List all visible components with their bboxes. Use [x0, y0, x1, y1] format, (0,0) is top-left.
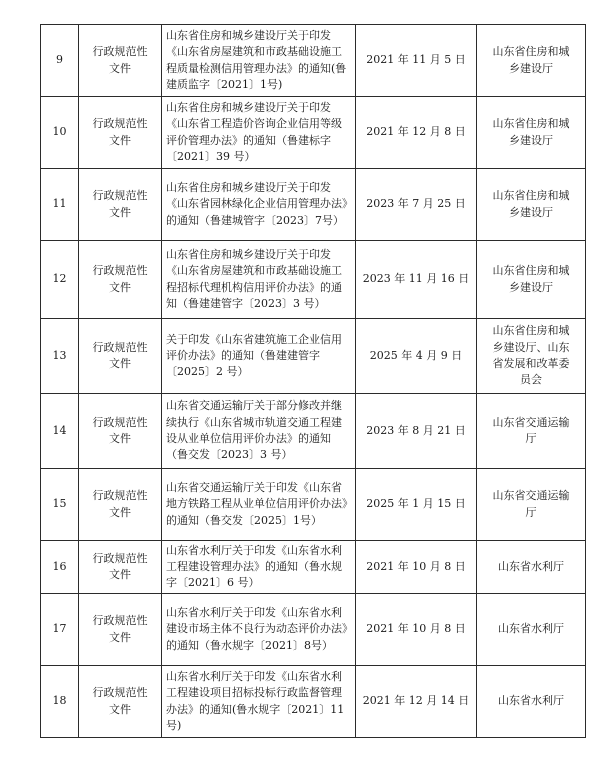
- department-line: 省发展和改革委: [492, 357, 570, 370]
- table-row: [41, 97, 586, 169]
- department-line: 山东省住房和城: [492, 117, 570, 131]
- table-row: [41, 241, 586, 319]
- document-type-line: 行政规范性: [92, 551, 148, 565]
- document-title: 山东省住房和城乡建设厅关于印发《山东省园林绿化企业信用管理办法》的通知（鲁建城管字〔2023〕7号）: [162, 169, 356, 241]
- document-type: [79, 319, 162, 394]
- document-type-line: 文件: [109, 568, 131, 581]
- issue-date: 2021 年 12 月 14 日: [356, 666, 477, 738]
- issuing-department: [477, 666, 586, 738]
- row-number: 15: [41, 469, 79, 541]
- issue-date: 2025 年 1 月 15 日: [356, 469, 477, 541]
- issue-date: 2025 年 4 月 9 日: [356, 319, 477, 394]
- table-body: [41, 25, 586, 738]
- document-type: [79, 241, 162, 319]
- document-type: [79, 594, 162, 666]
- department-line: 厅: [525, 432, 537, 445]
- issuing-department: [477, 541, 586, 594]
- issuing-department: [477, 169, 586, 241]
- issue-date: 2021 年 12 月 8 日: [356, 97, 477, 169]
- table-row: [41, 319, 586, 394]
- department-line: 山东省交通运输: [492, 489, 570, 503]
- document-title: 山东省交通运输厅关于部分修改并继续执行《山东省城市轨道交通工程建设从业单位信用评价办法》的通知（鲁交发〔2023〕3 号）: [162, 394, 356, 469]
- issuing-department: [477, 97, 586, 169]
- issuing-department: [477, 25, 586, 97]
- issue-date: 2023 年 7 月 25 日: [356, 169, 477, 241]
- table-row: [41, 469, 586, 541]
- document-type-line: 文件: [109, 205, 131, 219]
- issue-date: 2021 年 10 月 8 日: [356, 541, 477, 594]
- department-line: 员会: [520, 373, 542, 387]
- issuing-department: [477, 319, 586, 394]
- document-title: 关于印发《山东省建筑施工企业信用评价办法》的通知（鲁建建管字〔2025〕2 号）: [162, 319, 356, 394]
- document-title: 山东省水利厅关于印发《山东省水利工程建设项目招标投标行政监督管理办法》的通知(鲁水规字〔2021〕11 号): [162, 666, 356, 738]
- document-type: [79, 469, 162, 541]
- document-title: 山东省水利厅关于印发《山东省水利工程建设管理办法》的通知（鲁水规字〔2021〕6 号）: [162, 541, 356, 594]
- document-type-line: 文件: [109, 357, 131, 370]
- department-line: 厅: [525, 505, 537, 519]
- department-line: 乡建设厅: [509, 133, 553, 147]
- row-number: 11: [41, 169, 79, 241]
- row-number: 18: [41, 666, 79, 738]
- issue-date: 2023 年 11 月 16 日: [356, 241, 477, 319]
- document-type: [79, 666, 162, 738]
- document-type-line: 文件: [109, 702, 131, 716]
- department-line: 山东省交通运输: [492, 415, 570, 429]
- document-type: [79, 394, 162, 469]
- document-title: 山东省住房和城乡建设厅关于印发《山东省房屋建筑和市政基础设施工程招标代理机构信用评价办法》的通知（鲁建建管字〔2023〕3 号）: [162, 241, 356, 319]
- issue-date: 2023 年 8 月 21 日: [356, 394, 477, 469]
- table-row: [41, 594, 586, 666]
- issuing-department: [477, 241, 586, 319]
- document-type: [79, 97, 162, 169]
- department-line: 山东省水利厅: [498, 622, 564, 636]
- table-row: [41, 666, 586, 738]
- document-type-line: 文件: [109, 630, 131, 644]
- table-row: [41, 541, 586, 594]
- department-line: 山东省住房和城: [492, 324, 570, 338]
- table-row: [41, 169, 586, 241]
- document-title: 山东省住房和城乡建设厅关于印发《山东省工程造价咨询企业信用等级评价管理办法》的通知（鲁建标字〔2021〕39 号）: [162, 97, 356, 169]
- document-type-line: 行政规范性: [92, 686, 148, 700]
- document-type-line: 行政规范性: [92, 189, 148, 203]
- department-line: 山东省住房和城: [492, 264, 570, 278]
- department-line: 山东省住房和城: [492, 45, 570, 59]
- document-type: [79, 169, 162, 241]
- table-row: [41, 25, 586, 97]
- row-number: 16: [41, 541, 79, 594]
- document-type: [79, 541, 162, 594]
- document-type-line: 行政规范性: [92, 415, 148, 429]
- row-number: 10: [41, 97, 79, 169]
- document-type-line: 行政规范性: [92, 117, 148, 131]
- document-type-line: 行政规范性: [92, 614, 148, 628]
- issuing-department: [477, 594, 586, 666]
- document-title: 山东省住房和城乡建设厅关于印发《山东省房屋建筑和市政基础设施工程质量检测信用管理办法》的通知(鲁建质监字〔2021〕1号): [162, 25, 356, 97]
- row-number: 12: [41, 241, 79, 319]
- department-line: 乡建设厅、山东: [492, 340, 570, 354]
- document-type-line: 文件: [109, 505, 131, 519]
- department-line: 山东省水利厅: [498, 694, 564, 708]
- row-number: 14: [41, 394, 79, 469]
- table-row: [41, 394, 586, 469]
- regulation-table: [40, 24, 586, 738]
- department-line: 山东省水利厅: [498, 559, 564, 573]
- row-number: 13: [41, 319, 79, 394]
- issue-date: 2021 年 10 月 8 日: [356, 594, 477, 666]
- document-type-line: 行政规范性: [92, 489, 148, 503]
- document-type-line: 行政规范性: [92, 264, 148, 278]
- issuing-department: [477, 394, 586, 469]
- document-type-line: 行政规范性: [92, 340, 148, 354]
- document-type-line: 文件: [109, 61, 131, 75]
- document-title: 山东省交通运输厅关于印发《山东省地方铁路工程从业单位信用评价办法》的通知（鲁交发〔2025〕1号）: [162, 469, 356, 541]
- document-type: [79, 25, 162, 97]
- issue-date: 2021 年 11 月 5 日: [356, 25, 477, 97]
- department-line: 山东省住房和城: [492, 189, 570, 203]
- department-line: 乡建设厅: [509, 205, 553, 219]
- row-number: 9: [41, 25, 79, 97]
- department-line: 乡建设厅: [509, 61, 553, 75]
- document-type-line: 文件: [109, 280, 131, 294]
- row-number: 17: [41, 594, 79, 666]
- document-type-line: 文件: [109, 133, 131, 147]
- document-type-line: 行政规范性: [92, 45, 148, 59]
- document-title: 山东省水利厅关于印发《山东省水利建设市场主体不良行为动态评价办法》的通知（鲁水规字〔2021〕8号）: [162, 594, 356, 666]
- document-type-line: 文件: [109, 432, 131, 445]
- department-line: 乡建设厅: [509, 280, 553, 294]
- issuing-department: [477, 469, 586, 541]
